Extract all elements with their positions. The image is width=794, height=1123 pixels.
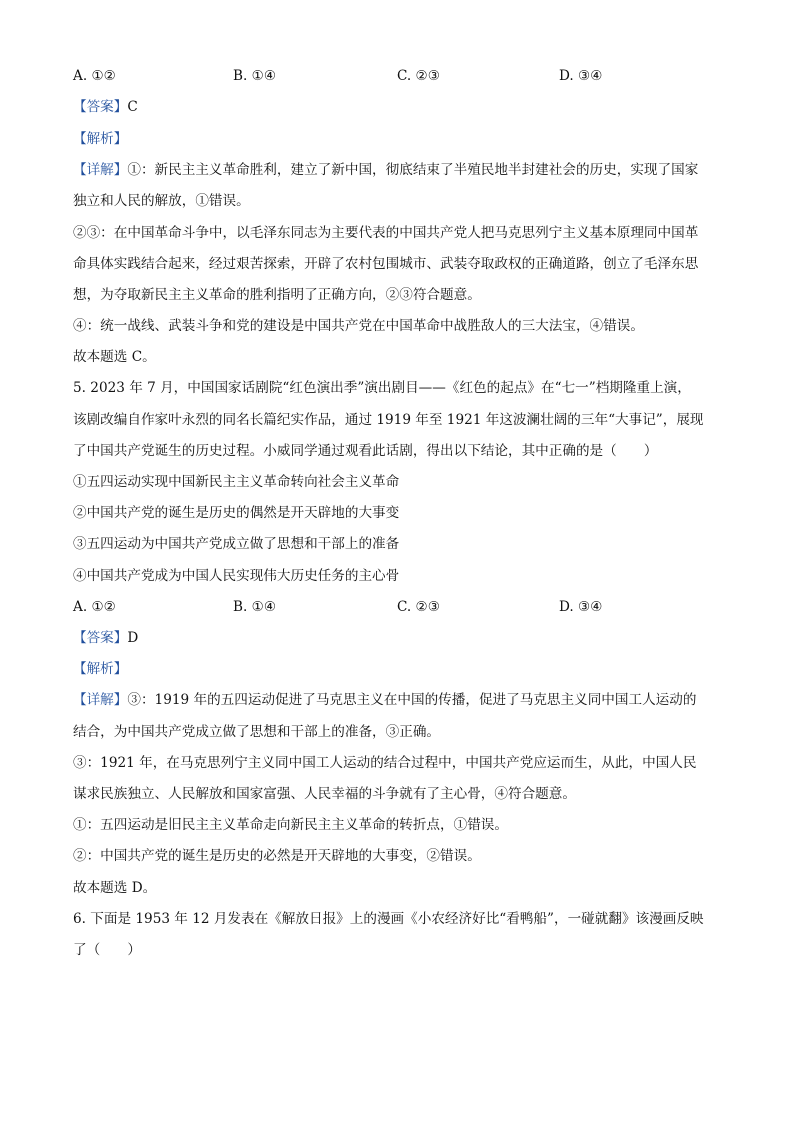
q5-detail-line: 谋求民族独立、人民解放和国家富强、人民幸福的斗争就有了主心骨，④符合题意。 [73,786,576,802]
q4-answer [73,97,723,117]
detail-tag: 【详解】 [73,162,128,178]
q4-detail-line: ④：统一战线、武装斗争和党的建设是中国共产党在中国革命中战胜敌人的三大法宝，④错误。 [73,318,644,334]
q6-stem-line: 6. 下面是 1953 年 12 月发表在《解放日报》上的漫画《小农经济好比“看鸭船”，一碰就翻》该漫画反映 [73,911,704,927]
q5-detail-line: ②：中国共产党的诞生是历史的必然是开天辟地的大事变，②错误。 [73,848,481,864]
q4-option-d: D. ③④ [559,68,603,84]
q5-stem-line: 5. 2023 年 7 月，中国国家话剧院“红色演出季”演出剧目——《红色的起点》在“七一”档期隆重上演， [73,380,691,396]
q5-stem-line: 了中国共产党诞生的历史过程。小威同学通过观看此话剧，得出以下结论，其中正确的是（ ） [73,443,658,459]
analysis-tag: 【解析】 [73,131,128,147]
q4-detail-line: ②③：在中国革命斗争中，以毛泽东同志为主要代表的中国共产党人把马克思列宁主义基本原理同中国革 [73,225,699,241]
answer-tag: 【答案】 [73,99,128,115]
q4-detail-line: 命具体实践结合起来，经过艰苦探索，开辟了农村包围城市、武装夺取政权的正确道路，创立了毛泽东思 [73,256,699,272]
q4-options [73,66,723,86]
q5-option-c: C. ②③ [397,599,440,615]
q5-detail-line [73,690,723,710]
analysis-tag: 【解析】 [73,661,128,677]
q5-option-b: B. ①④ [233,599,277,615]
q5-stem-line: 该剧改编自作家叶永烈的同名长篇纪实作品，通过 1919 年至 1921 年这波澜壮阔的三年“大事记”，展现 [73,412,704,428]
detail-text: ③：1919 年的五四运动促进了马克思主义在中国的传播，促进了马克思主义同中国工人运动的 [127,692,697,708]
q5-statement: ②中国共产党的诞生是历史的偶然是开天辟地的大事变 [73,505,400,521]
detail-text: ①：新民主主义革命胜利，建立了新中国，彻底结束了半殖民地半封建社会的历史，实现了国家 [127,162,699,178]
answer-value: C [127,99,138,115]
q5-statement: ①五四运动实现中国新民主主义革命转向社会主义革命 [73,474,400,490]
q5-statement: ③五四运动为中国共产党成立做了思想和干部上的准备 [73,536,400,552]
q5-answer [73,628,723,648]
q5-detail-line: ①：五四运动是旧民主主义革命走向新民主主义革命的转折点，①错误。 [73,817,508,833]
q5-conclusion: 故本题选 D。 [73,880,157,896]
q5-options [73,597,723,617]
answer-tag: 【答案】 [73,630,128,646]
q6-stem-line: 了（ ） [73,942,141,958]
detail-tag: 【详解】 [73,692,128,708]
q5-detail-line: 结合，为中国共产党成立做了思想和干部上的准备，③正确。 [73,724,441,740]
q4-option-b: B. ①④ [233,68,277,84]
q4-analysis-heading [73,129,723,149]
q4-detail-line [73,160,723,180]
answer-value: D [127,630,139,646]
q4-detail-line: 独立和人民的解放，①错误。 [73,193,250,209]
q5-statement: ④中国共产党成为中国人民实现伟大历史任务的主心骨 [73,568,400,584]
q5-option-d: D. ③④ [559,599,603,615]
q5-option-a: A. ①② [73,599,116,615]
q4-option-c: C. ②③ [397,68,440,84]
q4-detail-line: 想，为夺取新民主主义革命的胜利指明了正确方向，②③符合题意。 [73,287,481,303]
q4-conclusion: 故本题选 C。 [73,349,156,365]
q4-option-a: A. ①② [73,68,116,84]
q5-detail-line: ③：1921 年，在马克思列宁主义同中国工人运动的结合过程中，中国共产党应运而生，从此，中国人民 [73,755,697,771]
q5-analysis-heading [73,659,723,679]
